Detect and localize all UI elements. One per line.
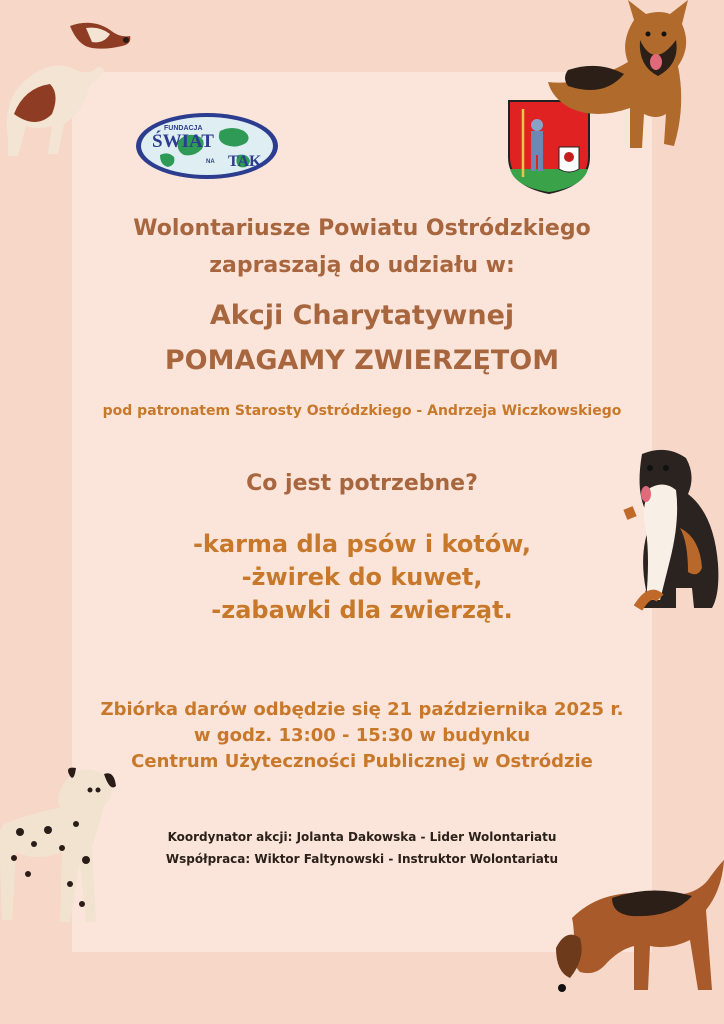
foundation-logo <box>134 111 280 181</box>
event-line-3: Centrum Użyteczności Publicznej w Ostródzie <box>131 751 593 772</box>
spaniel-dog-icon <box>0 18 140 188</box>
poster-panel <box>72 72 652 952</box>
patronage-text: pod patronatem Starosty Ostródzkiego - Andrzeja Wiczkowskiego <box>102 403 622 419</box>
logo-text-fundacja: FUNDACJA <box>164 125 203 132</box>
intro-line-1: Wolontariusze Powiatu Ostródzkiego <box>133 216 591 241</box>
needs-item: -żwirek do kuwet, <box>241 563 483 591</box>
german-shepherd-dog-icon <box>548 0 698 155</box>
logo-text-na: NA <box>206 159 215 165</box>
logo-text-tak: TAK <box>228 153 262 170</box>
event-line-1: Zbiórka darów odbędzie się 21 października 2025 r. <box>100 699 624 720</box>
title-line-1: Akcji Charytatywnej <box>209 300 515 331</box>
needs-heading: Co jest potrzebne? <box>246 471 478 496</box>
intro-line-2: zapraszają do udziału w: <box>209 253 515 278</box>
dalmatian-dog-icon <box>0 764 120 930</box>
event-line-2: w godz. 13:00 - 15:30 w budynku <box>193 725 531 746</box>
coordinator-text: Koordynator akcji: Jolanta Dakowska - Lider Wolontariatu <box>167 830 557 844</box>
title-line-2: POMAGAMY ZWIERZĘTOM <box>164 345 560 376</box>
bernese-dog-icon <box>620 448 724 614</box>
logo-text-swiat: ŚWIAT <box>152 131 214 152</box>
beagle-dog-icon <box>552 858 724 998</box>
needs-item: -zabawki dla zwierząt. <box>211 596 513 624</box>
cooperation-text: Współpraca: Wiktor Faltynowski - Instruktor Wolontariatu <box>165 852 559 866</box>
needs-item: -karma dla psów i kotów, <box>192 530 532 558</box>
